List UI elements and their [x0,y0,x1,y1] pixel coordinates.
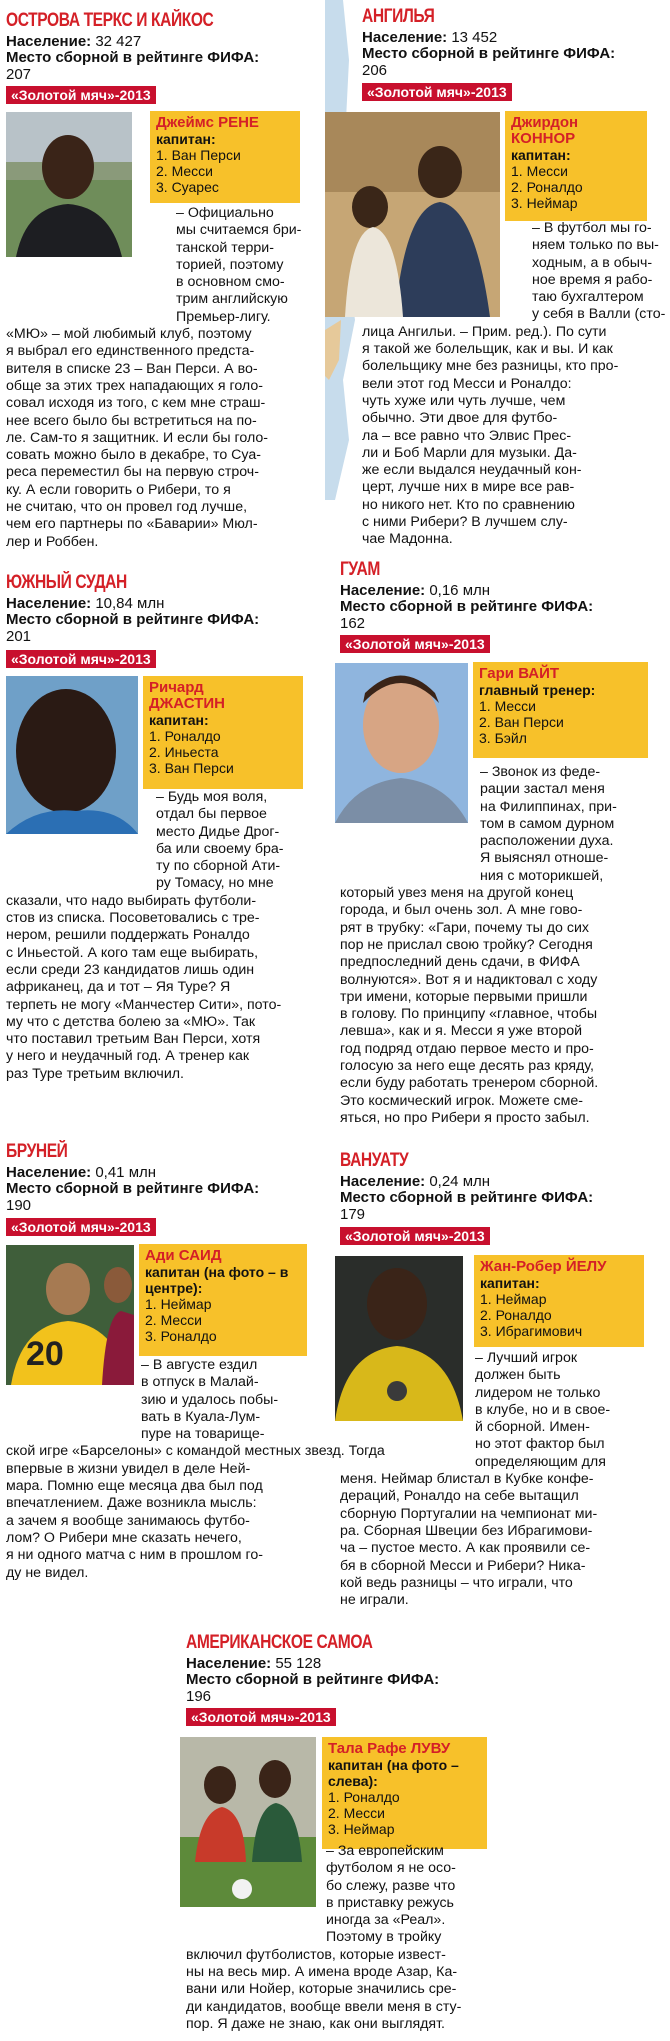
player-info-box [474,1255,644,1347]
vote-list [479,698,642,746]
quote-line: пор не прислал свою тройку? Сегодня [340,936,593,953]
quote-line: – Лучший игрок [475,1350,578,1366]
quote-text [340,1350,610,1609]
quote-line: Я выяснял отноше- [480,850,609,867]
quote-line: но этот фактор был [475,1436,605,1453]
fifa-rank-value: 179 [340,1206,366,1223]
vote-list [328,1789,481,1837]
quote-line: что поставил третьим Ван Перси, хотя [6,1031,261,1048]
quote-line: левша», как и я. Месси я уже второй [340,1023,583,1040]
quote-line: лидером не только [475,1384,601,1401]
quote-line: му что с детства болею за «МЮ». Так [6,1013,256,1030]
quote-line: сказали, что надо выбирать футболи- [6,892,257,909]
quote-line: чуть хуже или чуть лучше, чем [362,392,566,409]
quote-line: ба или своему бра- [156,840,284,857]
player-info-box [143,676,303,789]
population-line: Население: 0,41 млн [6,1164,157,1181]
quote-line: ла – все равно что Элвис Прес- [362,427,572,444]
quote-line: Поэтому в тройку [326,1929,442,1946]
quote-line: у него и неудачный год. А тренер как [6,1048,250,1065]
vote-item: 2. Роналдо [511,179,583,195]
quote-line: футболом я не осо- [326,1860,456,1877]
player-info-box [150,111,300,203]
quote-line: зию и удалось побы- [141,1391,279,1408]
quote-text [186,1843,461,2033]
vote-item: 1. Роналдо [328,1789,400,1805]
quote-line: ли и Боб Марли для музыки. Да- [362,444,577,461]
quote-line: место Дидье Дрог- [156,823,280,840]
quote-line: ходным, а в обыч- [532,254,653,271]
quote-line: меня. Неймар блистал в Кубке конфе- [340,1471,594,1488]
quote-line: «МЮ» – мой любимый клуб, поэтому [6,326,252,343]
quote-line: если среди 23 кандидатов лишь один [6,961,255,978]
ballon-dor-badge: «Золотой мяч»-2013 [186,1708,336,1726]
quote-line: в приставку режусь [326,1894,454,1911]
ballon-dor-badge: «Золотой мяч»-2013 [6,650,156,668]
quote-line: ле. Сам-то я защитник. И если бы голо- [6,429,268,446]
country-title: БРУНЕЙ [6,1141,68,1162]
vote-item: 3. Ван Перси [149,760,234,776]
quote-line: лом? О Рибери мне сказать нечего, [6,1529,242,1546]
vote-list [156,147,294,195]
vote-item: 2. Иньеста [149,744,219,760]
vote-item: 1. Ван Перси [156,147,241,163]
quote-line: я выбрал его единственного предста- [6,343,255,360]
vote-item: 3. Роналдо [145,1328,217,1344]
quote-text [6,205,301,551]
quote-line: стов из списка. Посоветовались с тре- [6,910,260,927]
population-line: Население: 10,84 млн [6,595,165,612]
vote-item: 1. Неймар [145,1296,212,1312]
population-line: Население: 55 128 [186,1655,322,1672]
quote-line: танской терри- [176,239,274,256]
vote-item: 2. Ван Перси [479,714,564,730]
vote-item: 1. Роналдо [149,728,221,744]
quote-line: иногда за «Реал». [326,1912,446,1929]
quote-line: но никого нет. Кто по сравнению [362,496,575,513]
quote-line: отдал бы первое [156,806,267,823]
population-line: Население: 0,16 млн [340,582,491,599]
quote-line: ди кандидатов, вообще ввели меня в сту- [186,1998,462,2015]
quote-line: а зачем я вообще занимаюсь футбо- [6,1512,250,1529]
fifa-rank-value: 196 [186,1688,212,1705]
player-role: капитан: [511,147,571,163]
quote-line: – Будь моя воля, [156,789,268,805]
quote-line: в отпуск в Малай- [141,1374,259,1391]
ballon-dor-badge: «Золотой мяч»-2013 [340,635,490,653]
quote-line: совать можно было в декабре, то Суа- [6,447,261,464]
player-role: капитан: [149,712,209,728]
quote-line: няем только по вы- [532,237,659,254]
quote-line: же если выдался неудачный кон- [362,462,582,479]
quote-line: ту по сборной Ати- [156,858,281,875]
quote-line: ку. А если говорить о Рибери, то я [6,481,231,498]
quote-line: лер и Роббен. [6,533,99,550]
quote-line: раз Туре третьим включил. [6,1065,184,1082]
quote-line: города, и был очень зол. А мне гово- [340,902,583,919]
quote-line: волнуются». Вот я и надиктовал с ходу [340,971,598,988]
quote-line: ния с моторикшей, [480,867,604,884]
quote-line: нером, решили поддержать Роналдо [6,927,250,944]
quote-line: – За европейским [326,1843,444,1859]
svg-text:20: 20 [26,1335,64,1373]
quote-line: чем его партнеры по «Баварии» Мюл- [6,516,258,533]
vote-list [480,1291,638,1339]
fifa-rank-line: Место сборной в рейтинге ФИФА: [6,611,260,628]
quote-line: с Иньестой. А кого там еще выбирать, [6,944,259,961]
player-name: Жан-Робер ЙЕЛУ [480,1258,607,1275]
ballon-dor-badge: «Золотой мяч»-2013 [340,1227,490,1245]
vote-list [511,163,641,211]
quote-line: – Официально [176,205,274,221]
ballon-dor-badge: «Золотой мяч»-2013 [362,83,512,101]
quote-line: й сборной. Имен- [475,1419,590,1436]
vote-item: 1. Месси [479,698,536,714]
quote-line: болельщику мне без разницы, кто про- [362,358,619,375]
player-info-box [505,111,647,221]
quote-line: с ними Рибери? В лучшем слу- [362,514,568,531]
quote-line: Это космический игрок. Можете сме- [340,1092,583,1109]
fifa-rank-value: 207 [6,66,32,83]
quote-line: ду не видел. [6,1564,89,1581]
vote-item: 2. Роналдо [480,1307,552,1323]
player-role: главный тренер: [479,682,596,698]
player-name: Ади САИД [145,1247,222,1264]
quote-line: ное время я рабо- [532,271,653,288]
country-title: АМЕРИКАНСКОЕ САМОА [186,1632,373,1653]
player-name: Джеймс РЕНЕ [156,114,259,131]
quote-line: три имени, которые первыми пришли [340,988,588,1005]
quote-line: ру Томасу, но мне [156,875,274,892]
player-role: капитан (на фото – в центре): [145,1264,289,1296]
quote-text [340,764,617,1127]
quote-line: терпеть не могу «Манчестер Сити», пото- [6,996,282,1013]
quote-line: на Филиппинах, при- [480,798,617,815]
player-info-box [322,1737,487,1849]
player-info-box [139,1244,307,1356]
quote-line: чае Мадонна. [362,531,453,548]
quote-line: церт, лучше них в мире все рав- [362,479,575,496]
player-name: Гари ВАЙТ [479,665,560,682]
fifa-rank-value: 162 [340,615,366,632]
ballon-dor-badge: «Золотой мяч»-2013 [6,86,156,104]
player-name: Джирдон КОННОР [511,114,579,147]
quote-line: торией, поэтому [176,256,284,273]
fifa-rank-line: Место сборной в рейтинге ФИФА: [6,1180,260,1197]
quote-line: вать в Куала-Лум- [141,1408,261,1425]
player-name: Тала Рафе ЛУВУ [328,1740,451,1757]
quote-line: – В футбол мы го- [532,220,652,236]
quote-line: который увез меня на другой конец [340,885,574,902]
population-line: Население: 0,24 млн [340,1173,491,1190]
quote-line: мара. Помню еще месяца два был под [6,1478,263,1495]
quote-line: рят в трубку: «Гари, почему ты до сих [340,919,590,936]
quote-line: трим английскую [176,291,288,308]
fifa-rank-value: 201 [6,628,32,645]
quote-line: я ни одного матча с ним в прошлом го- [6,1547,263,1564]
vote-item: 2. Месси [145,1312,202,1328]
fifa-rank-line: Место сборной в рейтинге ФИФА: [340,598,594,615]
population-line: Население: 32 427 [6,33,142,50]
country-title: ВАНУАТУ [340,1150,409,1171]
vote-item: 1. Месси [511,163,568,179]
country-title: ГУАМ [340,559,380,580]
quote-line: реса переместил бы на первую строч- [6,464,259,481]
fifa-rank-line: Место сборной в рейтинге ФИФА: [362,45,616,62]
quote-line: вани или Нойер, которые значились сре- [186,1981,457,1998]
quote-line: ской игре «Барселоны» с командой местных звезд. Тогда [6,1443,385,1460]
quote-line: рации застал меня [480,781,605,798]
quote-line: обычно. Эти двое для футбо- [362,410,558,427]
quote-line: совал исходя из того, с кем мне страш- [6,395,266,412]
quote-line: предпоследний день сдачи, в ФИФА [340,954,580,971]
player-role: капитан: [480,1275,540,1291]
country-title: ЮЖНЫЙ СУДАН [6,572,127,593]
quote-line: в клубе, но и в свое- [475,1401,611,1418]
quote-line: не считаю, что он провел год лучше, [6,499,248,516]
quote-line: год подряд отдаю первое место и про- [340,1040,594,1057]
quote-line: если буду работать тренером сборной. [340,1075,599,1092]
vote-item: 3. Бэйл [479,730,527,746]
quote-line: нее всего было бы встретиться на по- [6,412,257,429]
quote-line: должен быть [475,1367,561,1384]
quote-line: бя в сборной Месси и Рибери? Ника- [340,1557,586,1574]
vote-item: 1. Неймар [480,1291,547,1307]
quote-line: африканец, да и тот – Яя Туре? Я [6,979,231,996]
quote-text [6,789,284,1083]
quote-line: – В августе ездил [141,1357,258,1373]
quote-line: ра. Сборная Швеции без Ибрагимови- [340,1522,593,1539]
country-title: ОСТРОВА ТЕРКС И КАЙКОС [6,10,214,31]
player-role: капитан: [156,131,216,147]
quote-line: у себя в Валли (сто- [532,306,666,323]
player-name: Ричард ДЖАСТИН [149,679,225,712]
quote-line: голосую за него еще десять раз кряду, [340,1058,594,1075]
fifa-rank-line: Место сборной в рейтинге ФИФА: [186,1671,440,1688]
fifa-rank-line: Место сборной в рейтинге ФИФА: [340,1189,594,1206]
quote-line: расположении духа. [480,833,614,850]
country-title: АНГИЛЬЯ [362,6,435,27]
quote-line: том в самом дурном [480,815,615,832]
quote-line: в основном смо- [176,274,285,291]
quote-text [362,220,665,549]
vote-item: 3. Суарес [156,179,219,195]
quote-line: лица Ангильи. – Прим. ред.). По сути [362,323,607,340]
quote-line: я такой же болельщик, как и вы. И как [362,341,613,358]
quote-line: пуре на товарище- [141,1426,265,1443]
vote-item: 3. Неймар [328,1821,395,1837]
quote-line: определяющим для [475,1453,606,1470]
quote-line: дераций, Роналдо на себе вытащил [340,1488,579,1505]
vote-item: 3. Ибрагимович [480,1323,583,1339]
quote-line: таю бухгалтером [532,289,644,306]
fifa-rank-value: 206 [362,62,388,79]
fifa-rank-line: Место сборной в рейтинге ФИФА: [6,49,260,66]
vote-item: 3. Неймар [511,195,578,211]
quote-line: впечатлением. Даже возникла мысль: [6,1495,257,1512]
vote-list [149,728,297,776]
quote-line: в голову. По принципу «главное, чтобы [340,1006,598,1023]
player-role: капитан (на фото – слева): [328,1757,459,1789]
quote-line: обще за этих трех нападающих я голо- [6,377,263,394]
quote-line: яться, но про Рибери я просто забыл. [340,1109,590,1126]
quote-text [6,1357,385,1582]
quote-line: вителя в списке 23 – Ван Перси. А во- [6,360,258,377]
ballon-dor-badge: «Золотой мяч»-2013 [6,1218,156,1236]
quote-line: ча – пустое место. А как проявили се- [340,1540,591,1557]
quote-line: Премьер-лигу. [176,308,271,325]
vote-item: 2. Месси [328,1805,385,1821]
quote-line: включил футболистов, которые извест- [186,1946,446,1963]
quote-line: не играли. [340,1592,409,1609]
fifa-rank-value: 190 [6,1197,32,1214]
population-line: Население: 13 452 [362,29,498,46]
quote-line: пор. Я даже не знаю, как они выглядят. [186,2015,445,2032]
quote-line: вели этот год Месси и Роналдо: [362,375,572,392]
player-info-box [473,662,648,758]
vote-list [145,1296,301,1344]
quote-line: – Звонок из феде- [480,764,601,780]
quote-line: впервые в жизни увидел в деле Ней- [6,1460,251,1477]
quote-line: мы считаемся бри- [176,222,302,239]
quote-line: кой ведь разницы – что играли, что [340,1574,573,1591]
quote-line: ны на весь мир. А имена вроде Азар, Ка- [186,1964,458,1981]
vote-item: 2. Месси [156,163,213,179]
quote-line: сборную Португалии на чемпионат ми- [340,1505,598,1522]
quote-line: бо слежу, разве что [326,1877,456,1894]
